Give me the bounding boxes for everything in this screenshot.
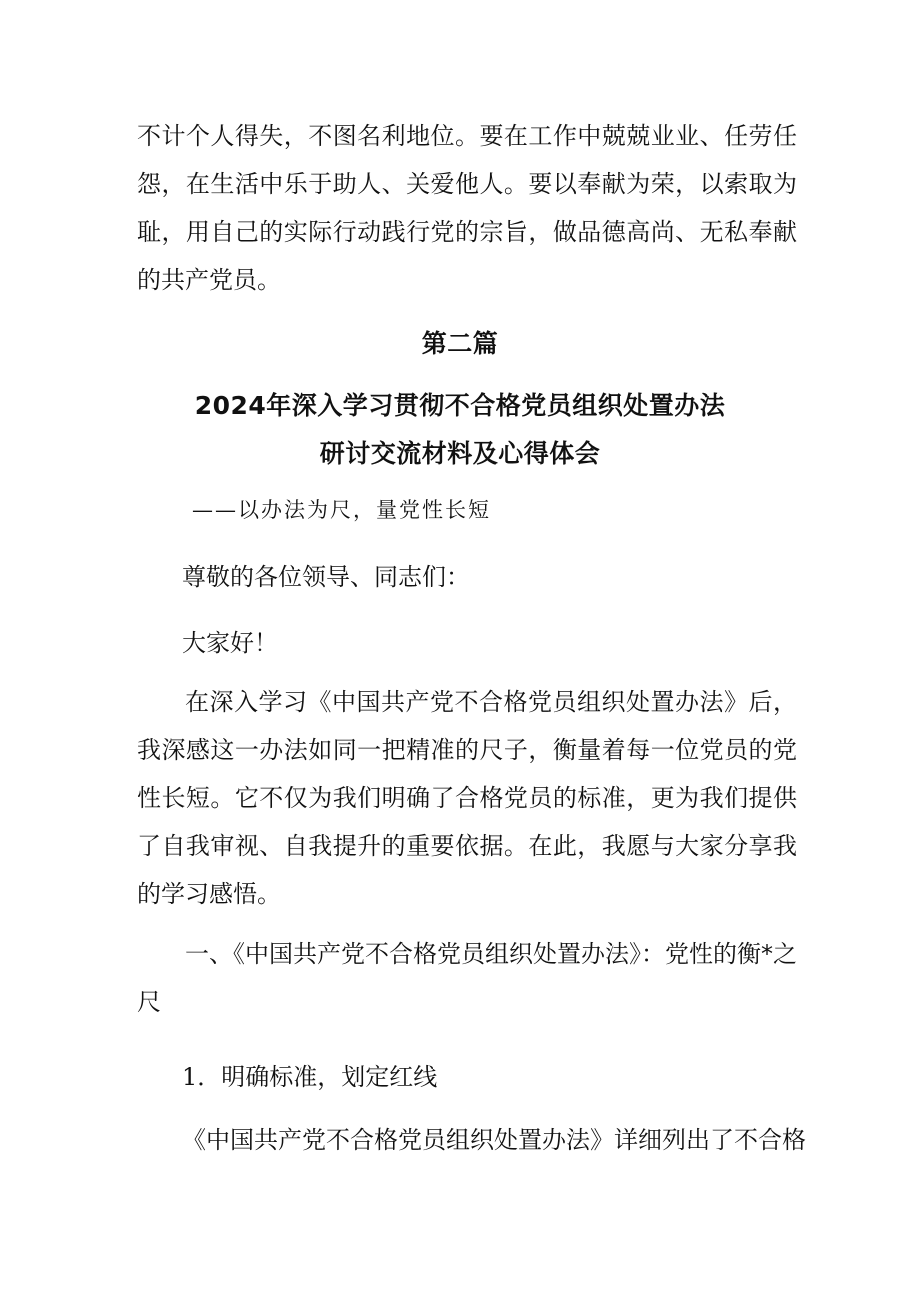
paragraph-continued: 不计个人得失，不图名利地位。要在工作中兢兢业业、任劳任怨，在生活中乐于助人、关爱他人。要以奉献为荣，以索取为耻，用自己的实际行动践行党的宗旨，做品德高尚、无私奉献的共产党员。 — [137, 122, 797, 294]
document-title-line-2: 研讨交流材料及心得体会 — [319, 439, 601, 468]
part-label: 第二篇 — [421, 329, 499, 358]
section-heading-1: 一、《中国共产党不合格党员组织处置办法》：党性的衡*之尺 — [137, 940, 797, 1016]
paragraph-last: 《中国共产党不合格党员组织处置办法》详细列出了不合格 — [182, 1126, 806, 1154]
greeting: 大家好！ — [182, 629, 278, 657]
document-subtitle: ——以办法为尺，量党性长短 — [192, 498, 491, 522]
intro-paragraph: 在深入学习《中国共产党不合格党员组织处置办法》后，我深感这一办法如同一把精准的尺子，衡量着每一位党员的党性长短。它不仅为我们明确了合格党员的标准，更为我们提供了自我审视、自我提升的重要依据。在此，我愿与大家分享我的学习感悟。 — [137, 688, 797, 908]
subsection-heading-1: 1．明确标准，划定红线 — [182, 1063, 438, 1091]
salutation: 尊敬的各位领导、同志们： — [182, 563, 470, 591]
document-title-line-1: 2024年深入学习贯彻不合格党员组织处置办法 — [194, 391, 726, 420]
